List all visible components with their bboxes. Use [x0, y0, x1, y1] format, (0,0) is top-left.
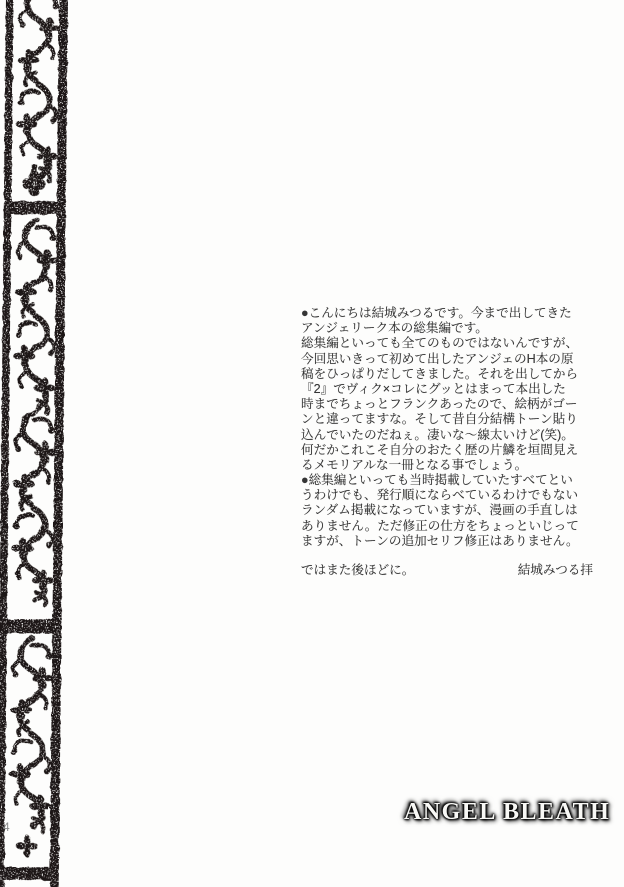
- page-number: 4: [3, 820, 10, 834]
- afterword-line: ランダム掲載になっていますが、漫画の手直しは: [301, 503, 578, 518]
- afterword-line: アンジェリーク本の総集編です。: [301, 321, 488, 336]
- afterword-line: 総集編といっても全てのものではないんですが、: [301, 336, 579, 351]
- book-title-logo: ANGEL BLEATH: [404, 799, 611, 825]
- afterword-line: ンと違ってますな。そして昔自分結構トーン貼り: [301, 412, 578, 427]
- border-divider: [0, 619, 61, 634]
- afterword-line: るメモリアルな一冊となる事でしょう。: [301, 457, 528, 472]
- border-divider: [4, 201, 66, 215]
- afterword-line: 込んでいたのだねぇ。凄いな～線太いけど(笑)。: [301, 427, 574, 442]
- afterword-line: 稿をひっぱりだしてきました。それを出してから: [301, 366, 579, 381]
- afterword-lines: [301, 306, 593, 549]
- afterword-line: うわけでも、発行順にならべているわけでもない: [301, 488, 579, 503]
- author-signature: 結城みつる拝: [517, 563, 593, 577]
- afterword-line: 時までちょっとフランクあったので、絵柄がゴー: [301, 397, 578, 412]
- afterword-text-block: [301, 306, 593, 578]
- afterword-line: 今回思いきって初めて出したアンジェのH本の原: [301, 351, 574, 366]
- ornamental-vine-border: [0, 0, 76, 887]
- afterword-line: ますが、トーンの追加セリフ修正はありません。: [301, 533, 579, 548]
- signoff-row: [301, 563, 593, 578]
- afterword-line: ありません。ただ修正の仕方をちょっといじって: [301, 518, 579, 533]
- afterword-line: ●こんにちは結城みつるです。今まで出してきた: [301, 306, 572, 320]
- vine-border-graphic: [0, 0, 72, 887]
- closing-greeting: ではまた後ほどに。: [301, 563, 415, 577]
- afterword-line: 『2』でヴィク×コレにグッとはまって本出した: [301, 381, 566, 396]
- border-right-rail: [50, 0, 68, 887]
- afterword-line: ●総集編といっても当時掲載していたすべてとい: [301, 473, 573, 488]
- border-bottom-bar: [0, 867, 59, 881]
- afterword-line: 何だかこれこそ自分のおたく歴の片鱗を垣間見え: [301, 442, 579, 457]
